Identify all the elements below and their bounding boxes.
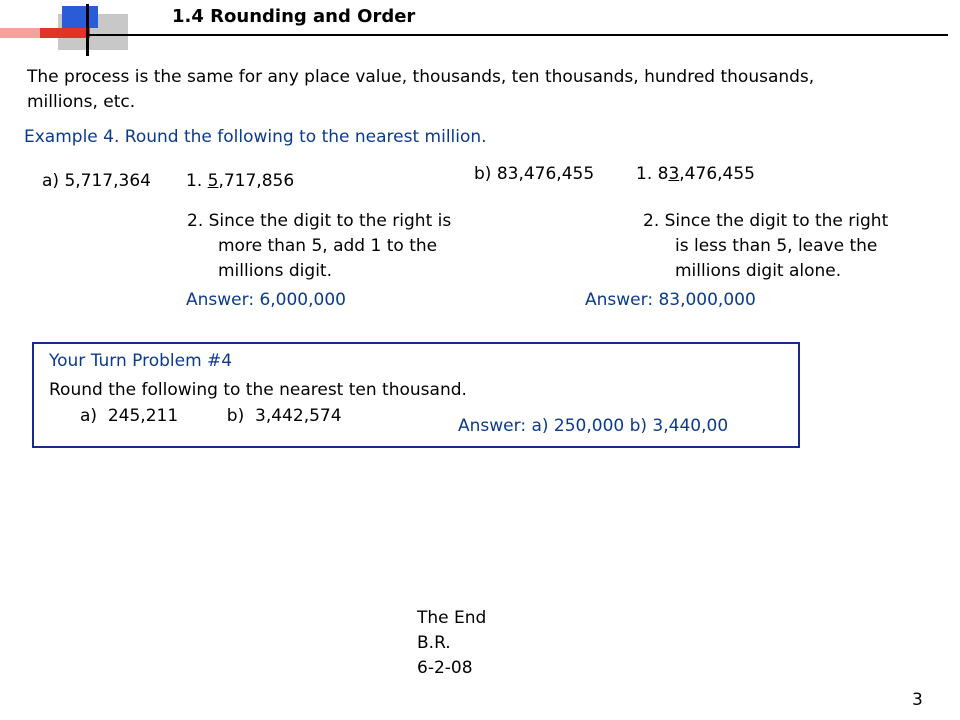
end-line-3: 6-2-08 [417, 658, 473, 678]
intro-line-2: millions, etc. [27, 92, 136, 112]
your-turn-answer: Answer: a) 250,000 b) 3,440,00 [458, 416, 729, 436]
example-b-label: b) 83,476,455 [474, 164, 595, 184]
header-logo-graphic [0, 0, 140, 60]
header-rule [88, 34, 948, 36]
example-a-step2-line2: more than 5, add 1 to the [218, 236, 438, 256]
logo-blue-block [62, 6, 98, 28]
example-a-step1 [186, 168, 294, 194]
example-b-step1 [636, 161, 755, 187]
example-a-step1-prefix: 1. [186, 171, 208, 191]
your-turn-prompt: Round the following to the nearest ten thousand. [49, 380, 467, 400]
end-line-2: B.R. [417, 633, 451, 653]
example-b-step2-line1: 2. Since the digit to the right [643, 211, 889, 231]
example-b-answer: Answer: 83,000,000 [585, 290, 756, 310]
logo-red-bar-fade [0, 28, 40, 38]
page-title: 1.4 Rounding and Order [172, 6, 416, 27]
example-a-answer: Answer: 6,000,000 [186, 290, 346, 310]
example-b-step2-line3: millions digit alone. [675, 261, 842, 281]
logo-vertical-line [86, 4, 89, 56]
example-b-underlined-digit: 3 [668, 164, 680, 184]
your-turn-problems: a) 245,211 b) 3,442,574 [80, 406, 342, 426]
page-number: 3 [912, 690, 923, 710]
example-a-label: a) 5,717,364 [42, 171, 151, 191]
example-a-underlined-digit: 5 [207, 171, 219, 191]
example-a-step2-line1: 2. Since the digit to the right is [187, 211, 452, 231]
example-a-step2-line3: millions digit. [218, 261, 332, 281]
your-turn-heading: Your Turn Problem #4 [49, 351, 233, 371]
example-a-step1-rest: ,717,856 [218, 171, 295, 191]
intro-line-1: The process is the same for any place value, thousands, ten thousands, hundred thousands, [27, 67, 815, 87]
example-b-step2-line2: is less than 5, leave the [675, 236, 878, 256]
example-heading: Example 4. Round the following to the nearest million. [24, 127, 487, 147]
example-b-step1-prefix: 1. 8 [636, 164, 669, 184]
end-line-1: The End [417, 608, 487, 628]
example-b-step1-rest: ,476,455 [679, 164, 755, 184]
